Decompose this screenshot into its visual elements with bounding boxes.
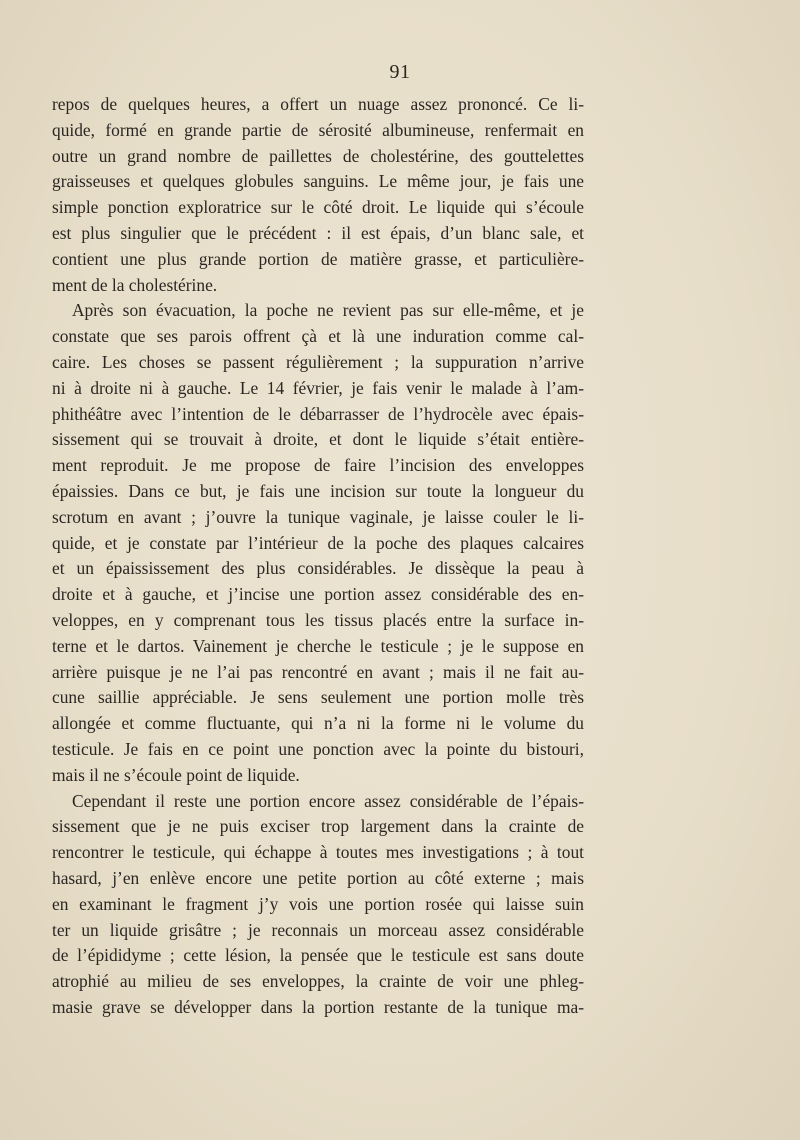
text-line: masie grave se développer dans la portion restante de la tunique ma- (52, 996, 584, 1017)
text-line: rencontrer le testicule, qui échappe à toutes mes investigations ; à tout (52, 842, 584, 863)
text-line: constate que ses parois offrent çà et là une induration comme cal- (52, 326, 584, 347)
text-line: quide, formé en grande partie de sérosité albumineuse, renfermait en (52, 119, 584, 140)
text-line: et un épaississement des plus considérables. Je dissèque la peau à (52, 558, 584, 579)
text-line: caire. Les choses se passent régulièrement ; la suppuration n’arrive (52, 351, 584, 372)
text-line: simple ponction exploratrice sur le côté droit. Le liquide qui s’écoule (52, 197, 584, 218)
text-line: outre un grand nombre de paillettes de cholestérine, des gouttelettes (52, 145, 584, 166)
text-line: en examinant le fragment j’y vois une portion rosée qui laisse suin (52, 893, 584, 914)
text-line: graisseuses et quelques globules sanguins. Le même jour, je fais une (52, 171, 584, 192)
page-number: 91 (389, 61, 411, 83)
text-line: hasard, j’en enlève encore une petite portion au côté externe ; mais (52, 867, 584, 888)
text-line: ter un liquide grisâtre ; je reconnais un morceau assez considérable (52, 919, 584, 940)
text-line: allongée et comme fluctuante, qui n’a ni la forme ni le volume du (52, 713, 584, 734)
text-line: cune saillie appréciable. Je sens seulement une portion molle très (52, 687, 584, 708)
text-line: terne et le dartos. Vainement je cherche le testicule ; je le suppose en (52, 635, 584, 656)
text-line: ment reproduit. Je me propose de faire l’incision des enveloppes (52, 455, 584, 476)
text-line: de l’épididyme ; cette lésion, la pensée que le testicule est sans doute (52, 945, 584, 966)
text-line: sissement qui se trouvait à droite, et dont le liquide s’était entière- (52, 429, 584, 450)
body-text (52, 92, 584, 1021)
text-line: arrière puisque je ne l’ai pas rencontré en avant ; mais il ne fait au- (52, 661, 584, 682)
text-line: ment de la cholestérine. (52, 274, 218, 295)
text-line: est plus singulier que le précédent : il est épais, d’un blanc sale, et (52, 222, 584, 243)
text-line: atrophié au milieu de ses enveloppes, la crainte de voir une phleg- (52, 971, 584, 992)
text-line: quide, et je constate par l’intérieur de la poche des plaques calcaires (52, 532, 584, 553)
text-line: testicule. Je fais en ce point une ponction avec la pointe du bistouri, (52, 738, 584, 759)
text-line: Après son évacuation, la poche ne revient pas sur elle-même, et je (72, 300, 584, 321)
text-line: scrotum en avant ; j’ouvre la tunique vaginale, je laisse couler le li- (52, 506, 584, 527)
text-line: épaissies. Dans ce but, je fais une incision sur toute la longueur du (52, 480, 584, 501)
text-line: sissement que je ne puis exciser trop largement dans la crainte de (52, 816, 584, 837)
text-line: droite et à gauche, et j’incise une portion assez considérable des en- (52, 584, 584, 605)
text-line: ni à droite ni à gauche. Le 14 février, je fais venir le malade à l’am- (52, 377, 584, 398)
text-line: veloppes, en y comprenant tous les tissus placés entre la surface in- (52, 609, 584, 630)
text-line: phithéâtre avec l’intention de le débarrasser de l’hydrocèle avec épais- (52, 403, 584, 424)
text-line: repos de quelques heures, a offert un nuage assez prononcé. Ce li- (52, 94, 584, 114)
text-line: contient une plus grande portion de matière grasse, et particulière- (52, 248, 584, 269)
text-line: mais il ne s’écoule point de liquide. (52, 764, 300, 785)
text-line: Cependant il reste une portion encore assez considérable de l’épais- (72, 790, 584, 811)
